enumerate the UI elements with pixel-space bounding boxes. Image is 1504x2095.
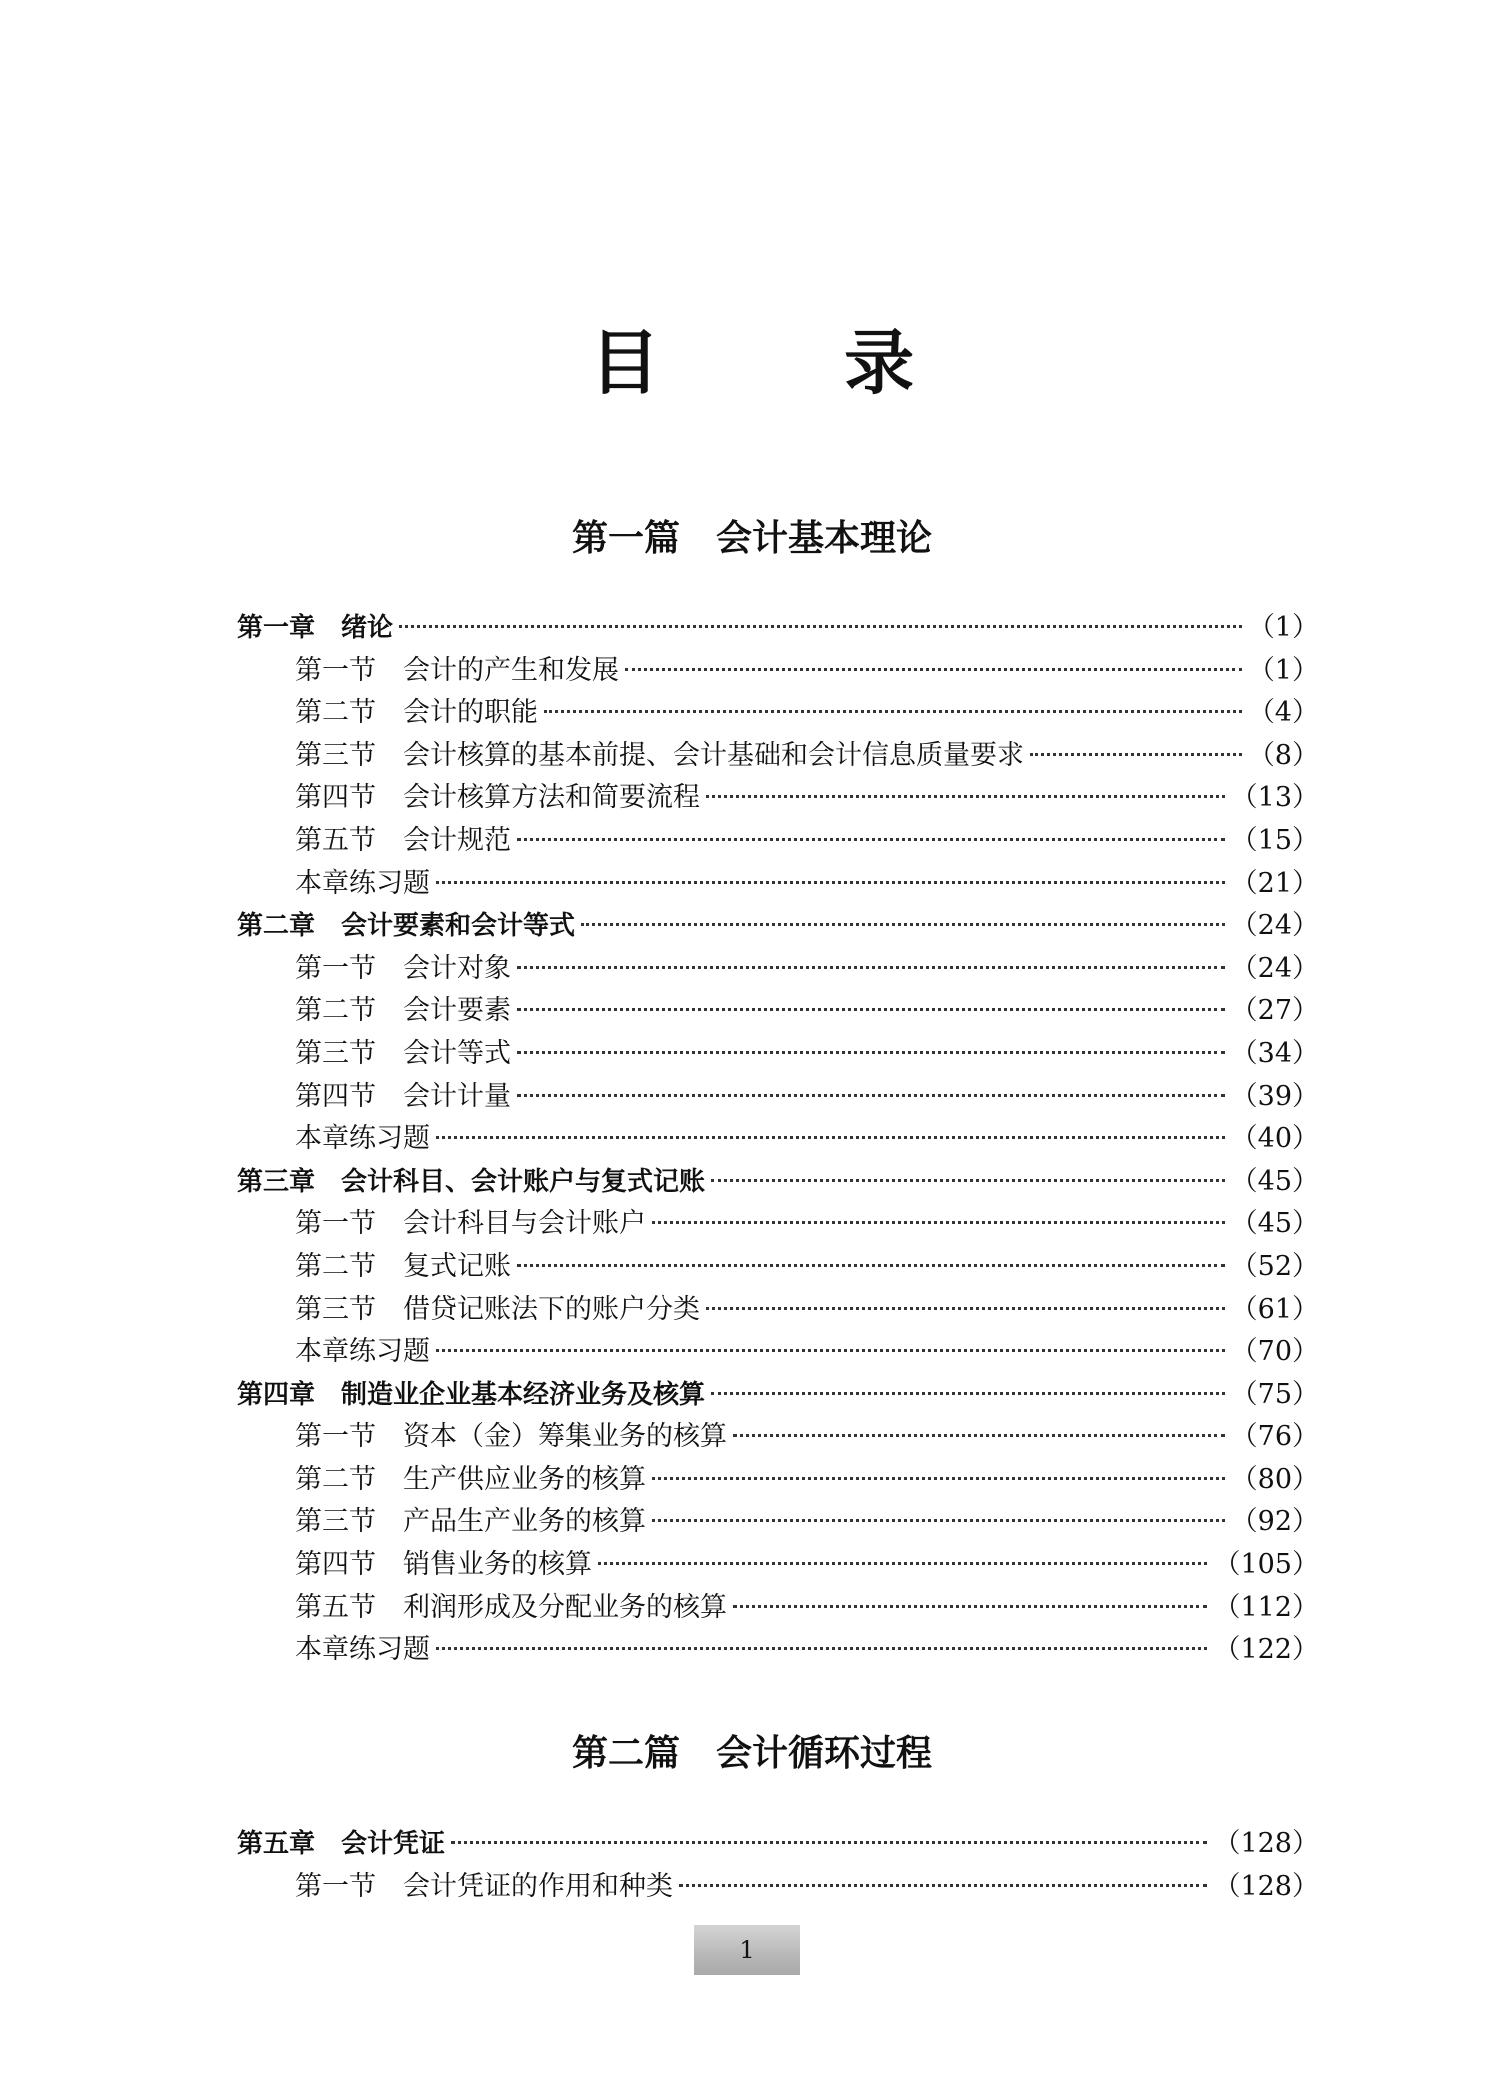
toc-entry-page: （105）	[1213, 1549, 1319, 1581]
toc-entry-page: （128）	[1213, 1870, 1319, 1902]
part-heading-1: 第一篇 会计基本理论	[571, 517, 932, 559]
dot-leader	[517, 1094, 1225, 1097]
toc-entry-page: （24）	[1230, 952, 1319, 984]
toc-section-entry[interactable]	[237, 1544, 1319, 1587]
toc-section-entry[interactable]	[237, 1459, 1319, 1502]
toc-entry-label: 第二节 生产供应业务的核算	[295, 1463, 646, 1495]
toc-entry-label: 本章练习题	[295, 1634, 430, 1666]
dot-leader	[652, 1519, 1225, 1522]
toc-entry-page: （21）	[1230, 867, 1319, 899]
toc-entry-label: 本章练习题	[295, 867, 430, 899]
toc-entry-page: （39）	[1230, 1080, 1319, 1112]
toc-chapter-entry[interactable]	[237, 607, 1319, 650]
dot-leader	[706, 1307, 1225, 1310]
toc-section-entry[interactable]	[237, 1416, 1319, 1459]
toc-section-entry[interactable]	[237, 692, 1319, 735]
page-title: 目 录	[589, 321, 995, 404]
toc-entry-page: （70）	[1230, 1336, 1319, 1368]
toc-entry-label: 第五章 会计凭证	[237, 1829, 446, 1859]
toc-entry-label: 第二章 会计要素和会计等式	[237, 911, 576, 942]
dot-leader	[517, 1264, 1225, 1267]
toc-entry-page: （45）	[1230, 1165, 1319, 1197]
toc-section-entry[interactable]	[237, 1118, 1319, 1161]
dot-leader	[733, 1434, 1225, 1437]
dot-leader	[436, 1136, 1225, 1139]
toc-entry-page: （40）	[1230, 1123, 1319, 1155]
dot-leader	[517, 838, 1225, 841]
dot-leader	[517, 966, 1225, 969]
toc-section-entry[interactable]	[237, 777, 1319, 820]
toc-section-entry[interactable]	[237, 948, 1319, 991]
toc-part-1	[237, 607, 1319, 1672]
toc-entry-label: 第一节 会计凭证的作用和种类	[295, 1870, 673, 1902]
toc-entry-page: （52）	[1230, 1250, 1319, 1282]
toc-entry-page: （1）	[1247, 612, 1319, 643]
dot-leader	[581, 923, 1225, 926]
toc-section-entry[interactable]	[237, 1203, 1319, 1246]
toc-entry-page: （128）	[1213, 1828, 1319, 1859]
toc-entry-label: 第三节 会计等式	[295, 1037, 511, 1069]
toc-section-entry[interactable]	[237, 1331, 1319, 1374]
toc-entry-label: 第四节 会计核算方法和简要流程	[295, 782, 700, 814]
dot-leader	[517, 1051, 1225, 1054]
toc-entry-page: （4）	[1247, 697, 1319, 729]
toc-entry-page: （1）	[1247, 654, 1319, 686]
toc-section-entry[interactable]	[237, 1033, 1319, 1076]
toc-entry-label: 本章练习题	[295, 1123, 430, 1155]
toc-entry-page: （45）	[1230, 1208, 1319, 1240]
toc-entry-label: 第三章 会计科目、会计账户与复式记账	[237, 1166, 706, 1197]
toc-entry-label: 第四章 制造业企业基本经济业务及核算	[237, 1379, 706, 1410]
dot-leader	[436, 1349, 1225, 1352]
toc-chapter-entry[interactable]	[237, 1823, 1319, 1866]
toc-section-entry[interactable]	[237, 1076, 1319, 1119]
toc-section-entry[interactable]	[237, 1501, 1319, 1544]
toc-entry-label: 第三节 产品生产业务的核算	[295, 1506, 646, 1538]
toc-section-entry[interactable]	[237, 990, 1319, 1033]
toc-section-entry[interactable]	[237, 1246, 1319, 1289]
toc-section-entry[interactable]	[237, 1629, 1319, 1672]
toc-entry-label: 第四节 销售业务的核算	[295, 1549, 592, 1581]
toc-entry-label: 第三节 会计核算的基本前提、会计基础和会计信息质量要求	[295, 739, 1024, 771]
dot-leader	[711, 1179, 1225, 1182]
toc-entry-label: 第一节 会计的产生和发展	[295, 654, 619, 686]
dot-leader	[652, 1221, 1225, 1224]
toc-section-entry[interactable]	[237, 820, 1319, 863]
toc-section-entry[interactable]	[237, 863, 1319, 906]
dot-leader	[733, 1605, 1207, 1608]
toc-entry-page: （34）	[1230, 1037, 1319, 1069]
toc-entry-page: （15）	[1230, 824, 1319, 856]
toc-chapter-entry[interactable]	[237, 1161, 1319, 1204]
dot-leader	[706, 795, 1225, 798]
toc-part-2	[237, 1823, 1319, 1908]
toc-section-entry[interactable]	[237, 1587, 1319, 1630]
dot-leader	[652, 1477, 1225, 1480]
toc-section-entry[interactable]	[237, 650, 1319, 693]
toc-section-entry[interactable]	[237, 735, 1319, 778]
part-heading-2: 第二篇 会计循环过程	[571, 1732, 932, 1774]
toc-entry-page: （76）	[1230, 1421, 1319, 1453]
dot-leader	[517, 1008, 1225, 1011]
dot-leader	[544, 710, 1242, 713]
toc-entry-page: （24）	[1230, 910, 1319, 942]
dot-leader	[711, 1392, 1225, 1395]
toc-entry-label: 第五节 利润形成及分配业务的核算	[295, 1591, 727, 1623]
dot-leader	[436, 1647, 1207, 1650]
toc-entry-label: 第一节 资本（金）筹集业务的核算	[295, 1421, 727, 1453]
dot-leader	[436, 881, 1225, 884]
dot-leader	[451, 1841, 1207, 1844]
toc-entry-page: （13）	[1230, 782, 1319, 814]
toc-entry-label: 本章练习题	[295, 1336, 430, 1368]
page-number: 1	[694, 1925, 800, 1975]
toc-entry-label: 第二节 复式记账	[295, 1250, 511, 1282]
toc-entry-page: （8）	[1247, 739, 1319, 771]
toc-entry-label: 第一章 绪论	[237, 613, 394, 643]
dot-leader	[679, 1884, 1207, 1887]
toc-entry-label: 第二节 会计的职能	[295, 697, 538, 729]
dot-leader	[1030, 753, 1242, 756]
toc-entry-page: （61）	[1230, 1293, 1319, 1325]
toc-entry-page: （92）	[1230, 1506, 1319, 1538]
toc-entry-label: 第四节 会计计量	[295, 1080, 511, 1112]
toc-entry-label: 第一节 会计对象	[295, 952, 511, 984]
toc-entry-label: 第二节 会计要素	[295, 995, 511, 1027]
toc-chapter-entry[interactable]	[237, 905, 1319, 948]
toc-entry-label: 第一节 会计科目与会计账户	[295, 1208, 646, 1240]
toc-entry-page: （112）	[1213, 1591, 1319, 1623]
toc-entry-page: （27）	[1230, 995, 1319, 1027]
toc-entry-page: （75）	[1230, 1378, 1319, 1410]
toc-section-entry[interactable]	[237, 1866, 1319, 1909]
toc-entry-label: 第三节 借贷记账法下的账户分类	[295, 1293, 700, 1325]
toc-entry-label: 第五节 会计规范	[295, 824, 511, 856]
toc-entry-page: （80）	[1230, 1463, 1319, 1495]
toc-entry-page: （122）	[1213, 1634, 1319, 1666]
toc-section-entry[interactable]	[237, 1289, 1319, 1332]
dot-leader	[625, 668, 1242, 671]
dot-leader	[399, 625, 1242, 628]
dot-leader	[598, 1562, 1207, 1565]
toc-chapter-entry[interactable]	[237, 1374, 1319, 1417]
